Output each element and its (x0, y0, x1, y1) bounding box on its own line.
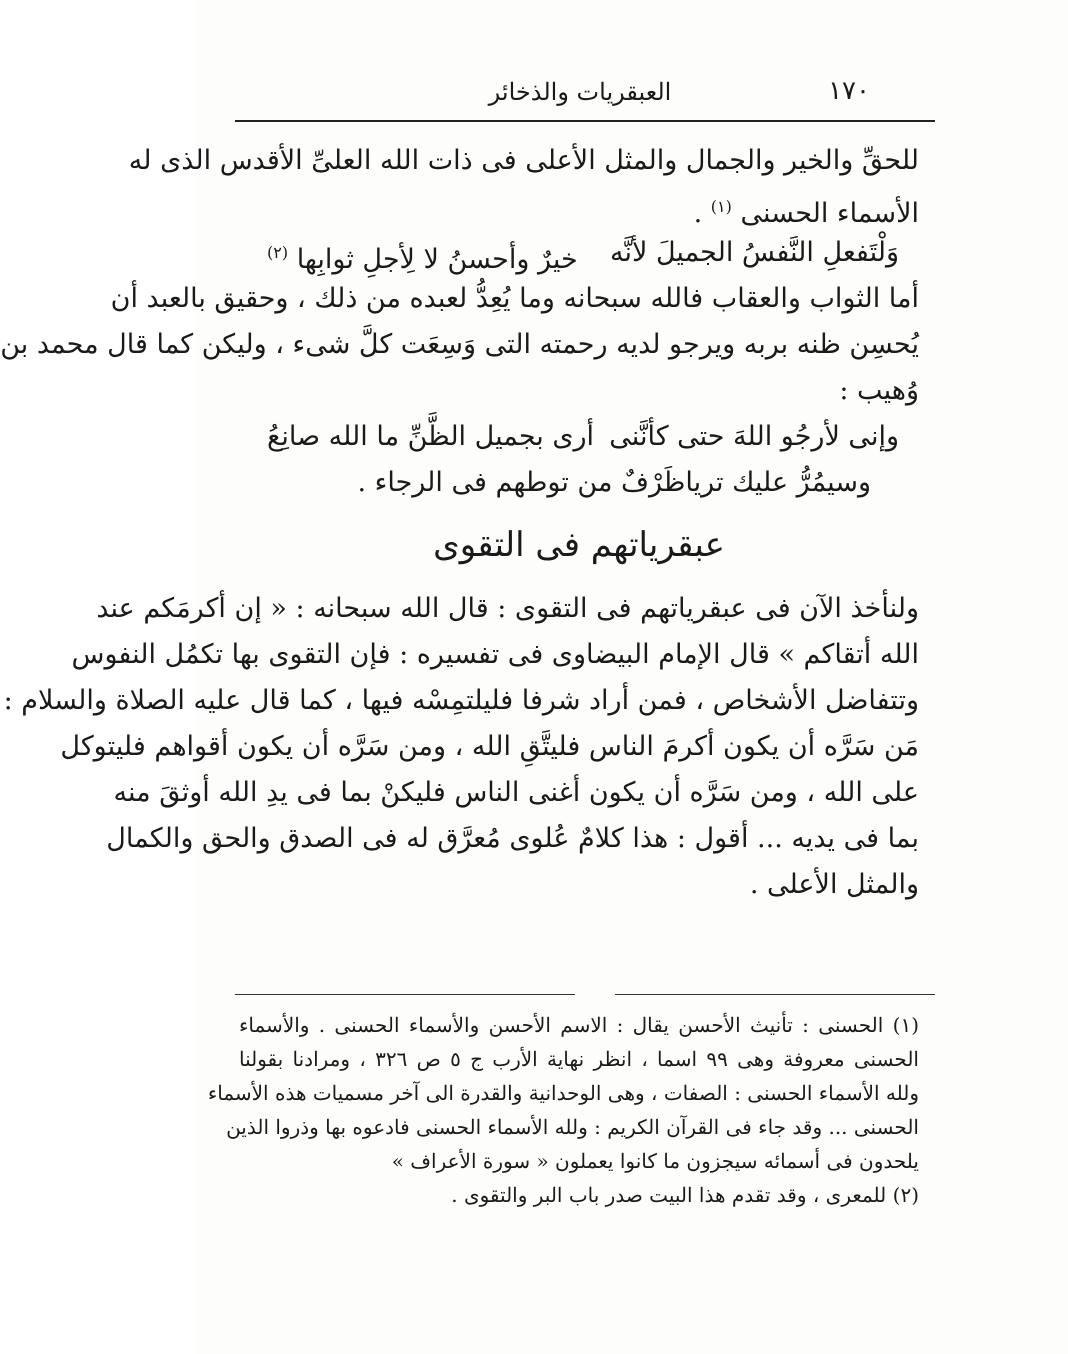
footnote-line: ولله الأسماء الحسنى : الصفات ، وهى الوحدانية والقدرة الى آخر مسميات هذه الأسماء (207, 1081, 919, 1105)
text-line: على الله ، ومن سَرَّه أن يكون أغنى الناس فليكنْ بما فى يدِ الله أوثقَ منه (113, 777, 919, 808)
text-line: للحقِّ والخير والجمال والمثل الأعلى فى ذات الله العلىِّ الأقدس الذى له (128, 145, 919, 176)
footnote-line: (١) الحسنى : تأنيث الأحسن يقال : الاسم الأحسن والأسماء الحسنى . والأسماء (239, 1013, 919, 1037)
text-line: ولنأخذ الآن فى عبقرياتهم فى التقوى : قال الله سبحانه : « إن أكرمَكم عند (96, 593, 919, 624)
text-span: . (693, 198, 703, 229)
footnote-rule (235, 994, 575, 995)
page-number: ١٧٠ (828, 76, 870, 106)
running-head-title: العبقريات والذخائر (488, 78, 672, 106)
text-line: الله أتقاكم » قال الإمام البيضاوى فى تفسيره : فإن التقوى بها تكمُل النفوس (71, 639, 919, 670)
footnote-rule (615, 994, 935, 995)
footnote-ref: (١) (710, 197, 732, 216)
footnote-ref: (٢) (267, 243, 289, 262)
text-line: بما فى يديه ... أقول : هذا كلامٌ عُلوى مُعرَّق له فى الصدق والحق والكمال (106, 823, 919, 854)
main-text (0, 138, 919, 908)
text-span: خيرٌ وأحسنُ لا لِأجلِ ثوابِها (296, 244, 578, 275)
text-line: مَن سَرَّه أن يكون أكرمَ الناس فليتَّقِ الله ، ومن سَرَّه أن يكون أقواهم فليتوكل (60, 731, 919, 762)
text-line: وتتفاضل الأشخاص ، فمن أراد شرفا فليلتمِسْه فيها ، كما قال عليه الصلاة والسلام : (3, 685, 919, 716)
verse-hemistich: وسيمُرُّ عليك ترياظَرْفٌ من توطهم فى الرجاء . (357, 467, 871, 498)
verse-hemistich (267, 230, 578, 276)
verse-hemistich: أرى بجميل الظَّنِّ ما الله صانِعُ (267, 421, 595, 452)
verse-line (239, 230, 919, 276)
running-head (235, 72, 925, 116)
text-line: والمثل الأعلى . (749, 869, 919, 900)
footnote-line: يلحدون فى أسمائه سيجزون ما كانوا يعملون « سورة الأعراف » (391, 1149, 919, 1173)
text-line: أما الثواب والعقاب فالله سبحانه وما يُعِدُّ لعبده من ذلك ، وحقيق بالعبد أن (110, 283, 919, 314)
text-span: وَلْتَفعلِ النَّفسُ الجميلَ لأنَّه (610, 237, 899, 268)
verse-hemistich: وإنى لأرجُو اللهَ حتى كأنَّنى (609, 421, 899, 452)
verse-hemistich (610, 230, 899, 276)
text-line: وُهيب : (839, 375, 919, 406)
header-rule (235, 120, 935, 122)
footnote-line: (٢) للمعرى ، وقد تقدم هذا البيت صدر باب البر والتقوى . (451, 1183, 919, 1207)
text-line (239, 184, 919, 230)
text-span: الأسماء الحسنى (740, 198, 919, 229)
footnote-line: الحسنى ... وقد جاء فى القرآن الكريم : ولله الأسماء الحسنى فادعوه بها وذروا الذين (226, 1115, 919, 1139)
text-line: يُحسِن ظنه بربه ويرجو لديه رحمته التى وَسِعَت كلَّ شىء ، وليكن كما قال محمد بن (0, 329, 919, 360)
verse-line (239, 460, 919, 506)
footnote-line: الحسنى معروفة وهى ٩٩ اسما ، انظر نهاية الأرب ج ٥ ص ٣٢٦ ، ومرادنا بقولنا (239, 1047, 919, 1071)
section-heading: عبقرياتهم فى التقوى (433, 525, 725, 565)
verse-line (239, 414, 919, 460)
footnotes (207, 1008, 919, 1212)
